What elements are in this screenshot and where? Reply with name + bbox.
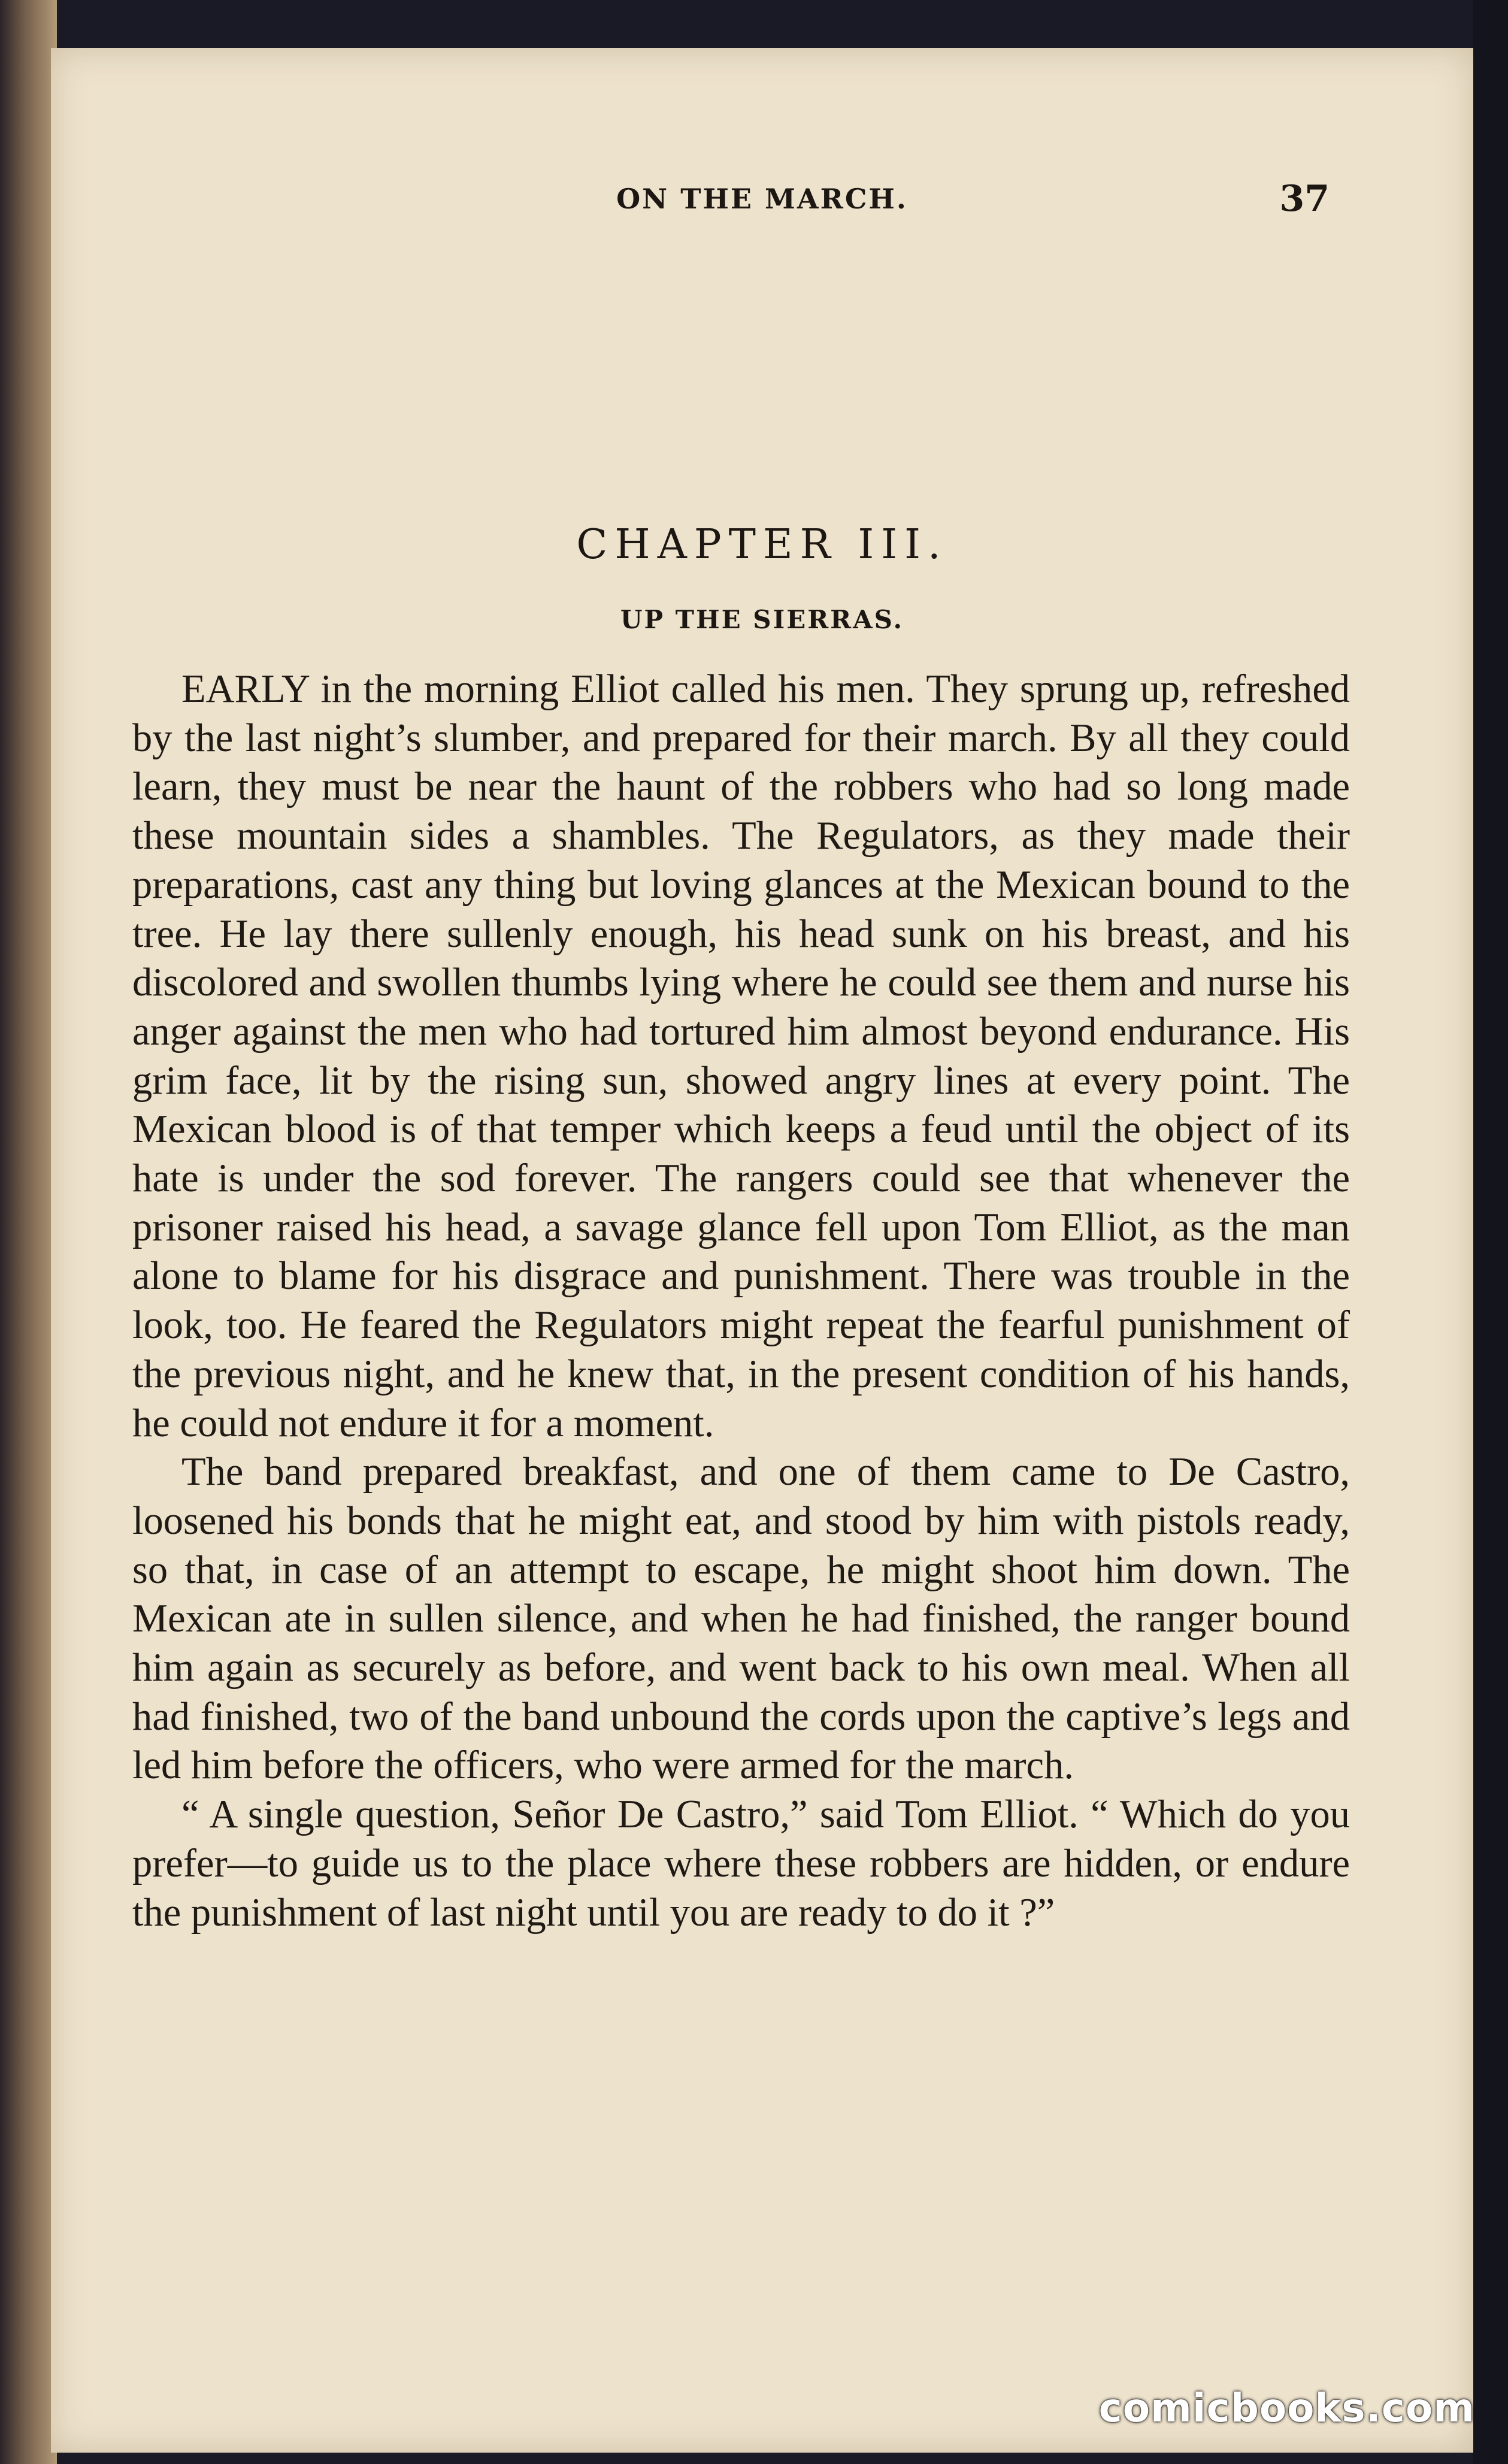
paragraph: The band prepared breakfast, and one of them came to De Castro, loosened his bonds that he might eat, and stood by him with pistols ready, so that, in case of an attempt to escape, he might shoot him down. The Mexican ate in sullen silence, and when he had finished, the ranger bound him again as securely as before, and went back to his own meal. When all had finished, two of the band unbound the cords upon the captive’s legs and led him before the officers, who were armed for the march. — [132, 1450, 1350, 1788]
chapter-title: CHAPTER III. — [576, 521, 948, 568]
chapter-subtitle: UP THE SIERRAS. — [620, 605, 904, 634]
watermark: comicbooks.com — [1098, 2385, 1475, 2431]
page-number: 37 — [1279, 178, 1330, 220]
background-edge — [1473, 0, 1508, 2464]
book-spine-edge — [0, 0, 57, 2464]
chapter-body — [132, 665, 1350, 1937]
book-page — [51, 48, 1473, 2453]
running-head-title: ON THE MARCH. — [616, 183, 908, 215]
running-head — [51, 178, 1473, 231]
paragraph: “ A single question, Señor De Castro,” said Tom Elliot. “ Which do you prefer—to guide us to the place where these robbers are hidden, or endure the punishment of last night until you are ready to do it ?” — [132, 1793, 1350, 1935]
paragraph: EARLY in the morning Elliot called his men. They sprung up, refreshed by the last night’s slumber, and prepared for their march. By all they could learn, they must be near the haunt of the robbers who had so long made these mountain sides a shambles. The Regulators, as they made their preparations, cast any thing but loving glances at the Mexican bound to the tree. He lay there sullenly enough, his head sunk on his breast, and his discolored and swollen thumbs lying where he could see them and nurse his anger against the men who had tortured him almost beyond endurance. His grim face, lit by the rising sun, showed angry lines at every point. The Mexican blood is of that temper which keeps a feud until the object of its hate is under the sod forever. The rangers could see that whenever the prisoner raised his head, a savage glance fell upon Tom Elliot, as the man alone to blame for his disgrace and punishment. There was trouble in the look, too. He feared the Regulators might repeat the fearful punishment of the previous night, and he knew that, in the present condition of his hands, he could not endure it for a moment. — [132, 667, 1350, 1445]
